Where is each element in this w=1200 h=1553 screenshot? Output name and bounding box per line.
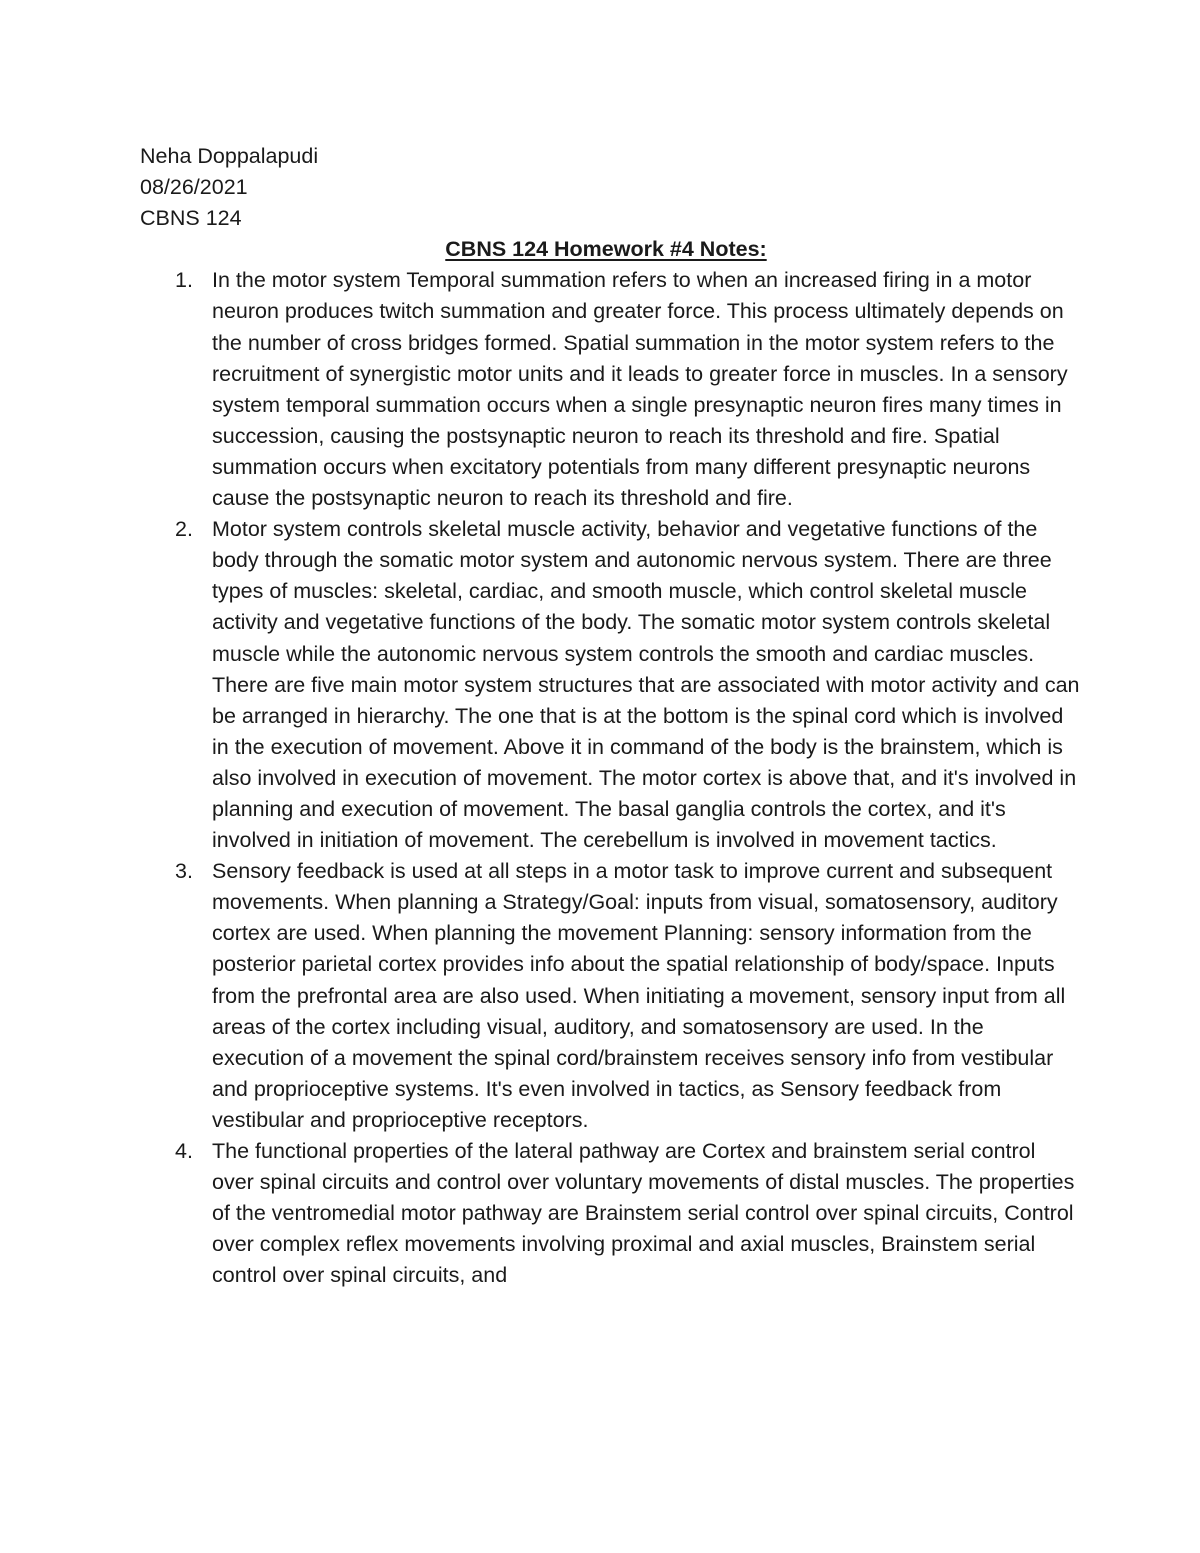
list-item xyxy=(140,265,1080,514)
document-date: 08/26/2021 xyxy=(140,175,248,200)
list-item xyxy=(140,514,1080,856)
list-item-number: 1. xyxy=(175,268,193,293)
list-item-number: 2. xyxy=(175,517,193,542)
list-item xyxy=(140,856,1080,1136)
list-item-text: The functional properties of the lateral pathway are Cortex and brainstem serial control over spinal circuits and control over voluntary movements of distal muscles. The properties of the ventromedial motor pathway are Brainstem serial control over spinal circuits, Control over complex reflex movements involving proximal and axial muscles, Brainstem serial control over spinal circuits, and xyxy=(212,1139,1075,1288)
list-item xyxy=(140,1136,1080,1291)
document-body xyxy=(140,141,1080,1291)
list-item-number: 4. xyxy=(175,1139,193,1163)
author-name: Neha Doppalapudi xyxy=(140,144,319,168)
notes-list xyxy=(140,265,1080,1291)
document-title: CBNS 124 Homework #4 Notes: xyxy=(445,237,767,262)
course-name: CBNS 124 xyxy=(140,206,242,231)
list-item-number: 3. xyxy=(175,859,193,884)
list-item-text: Motor system controls skeletal muscle activity, behavior and vegetative functions of the body through the somatic motor system and autonomic nervous system. There are three types of muscles: skeletal, cardiac, and smooth muscle, which control skeletal muscle activity and vegetative functions of the body. The somatic motor system controls skeletal muscle while the autonomic nervous system controls the smooth and cardiac muscles. There are five main motor system structures that are associated with motor activity and can be arranged in hierarchy. The one that is at the bottom is the spinal cord which is involved in the execution of movement. Above it in command of the body is the brainstem, which is also involved in execution of movement. The motor cortex is above that, and it's involved in planning and execution of movement. The basal ganglia controls the cortex, and it's involved in initiation of movement. The cerebellum is involved in movement tactics. xyxy=(212,517,1080,853)
list-item-text: Sensory feedback is used at all steps in a motor task to improve current and subsequent movements. When planning a Strategy/Goal: inputs from visual, somatosensory, auditory cortex are used. When planning the movement Planning: sensory information from the posterior parietal cortex provides info about the spatial relationship of body/space. Inputs from the prefrontal area are also used. When initiating a movement, sensory input from all areas of the cortex including visual, auditory, and somatosensory are used. In the execution of a movement the spinal cord/brainstem receives sensory info from vestibular and proprioceptive systems. It's even involved in tactics, as Sensory feedback from vestibular and proprioceptive receptors. xyxy=(212,859,1066,1132)
list-item-text: In the motor system Temporal summation refers to when an increased firing in a motor neuron produces twitch summation and greater force. This process ultimately depends on the number of cross bridges formed. Spatial summation in the motor system refers to the recruitment of synergistic motor units and it leads to greater force in muscles. In a sensory system temporal summation occurs when a single presynaptic neuron fires many times in succession, causing the postsynaptic neuron to reach its threshold and fire. Spatial summation occurs when excitatory potentials from many different presynaptic neurons cause the postsynaptic neuron to reach its threshold and fire. xyxy=(212,268,1068,511)
